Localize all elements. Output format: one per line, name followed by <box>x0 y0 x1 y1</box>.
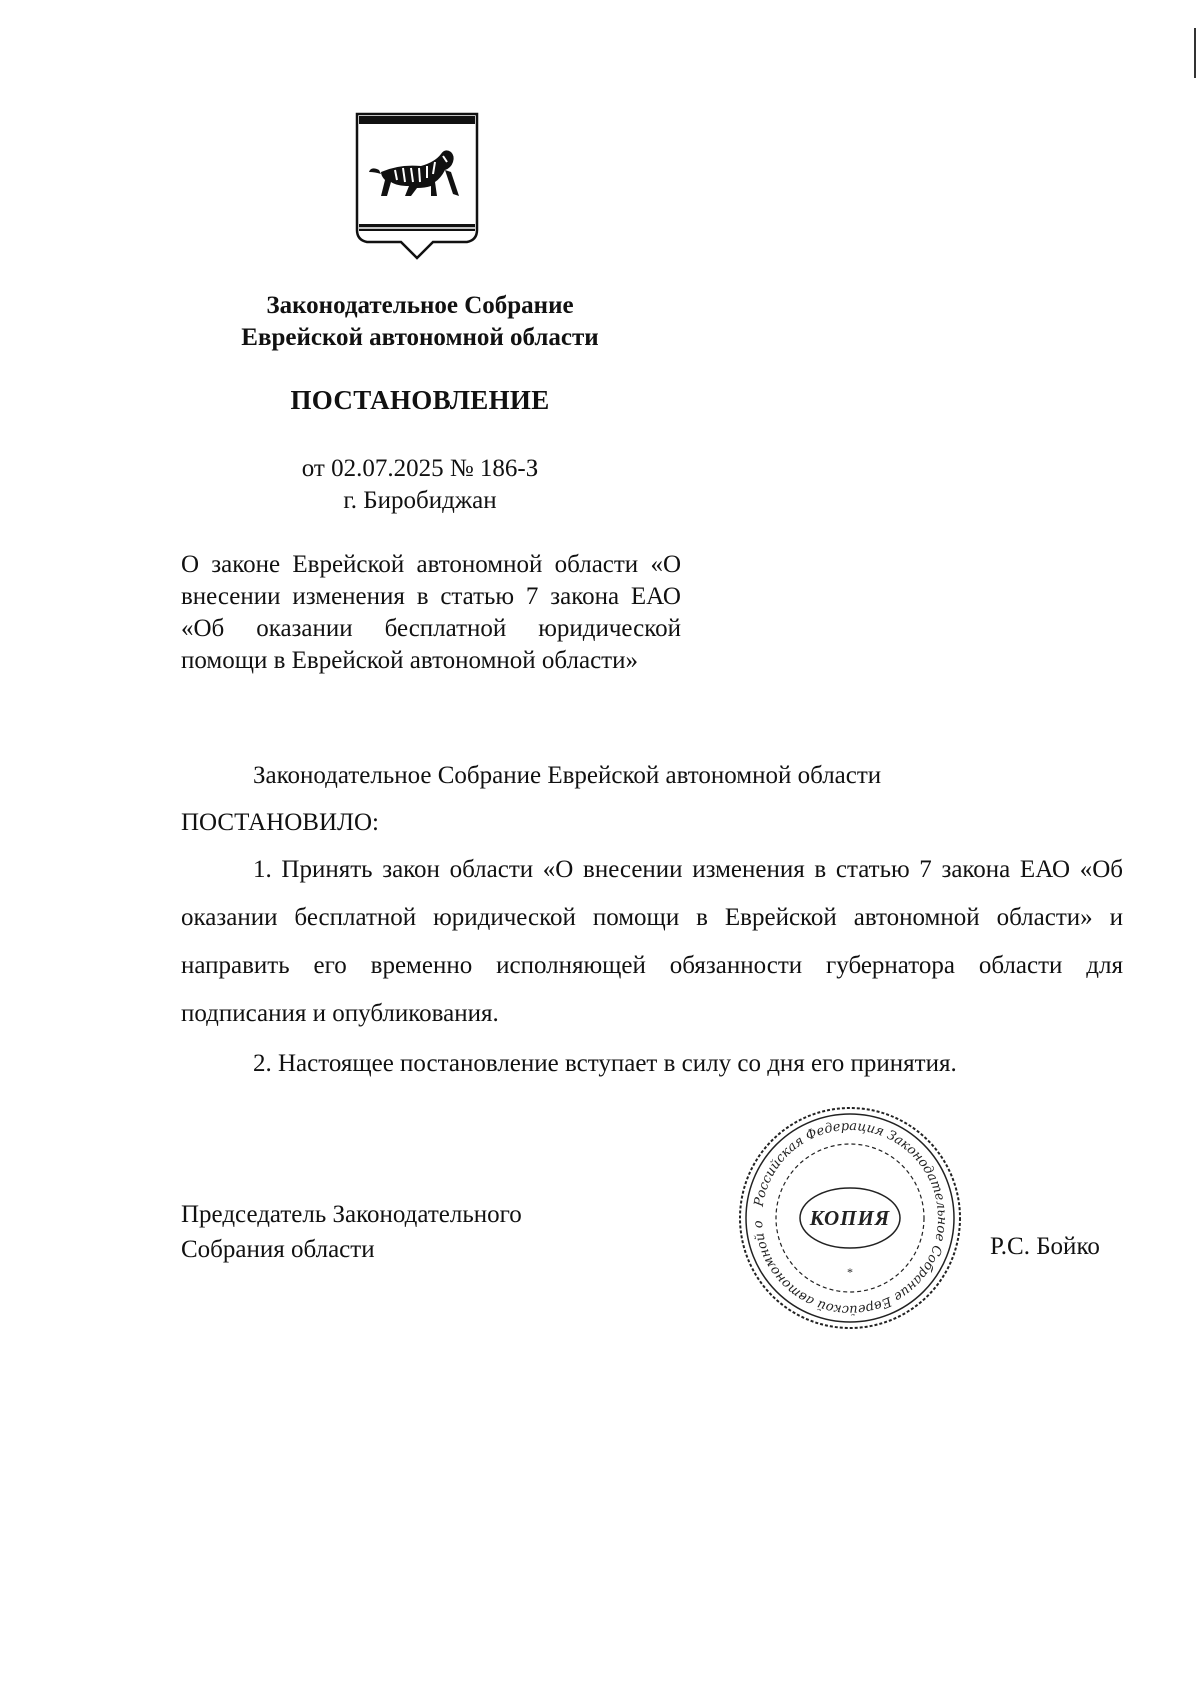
tiger-coat-of-arms-icon <box>355 112 479 262</box>
organization-line-2: Еврейской автономной области <box>241 324 599 351</box>
stamp-ring-path-text: Российская Федерация Законодательное Собрание Еврейской автономной о <box>750 1118 950 1318</box>
city: г. Биробиджан <box>343 487 497 514</box>
resolution-item-1: 1. Принять закон области «О внесении изменения в статью 7 закона ЕАО «Об оказании бесплатной юридической помощи в Еврейской автономной области» и направить его временно исполняющей обязанности губернатора области для подписания и опубликования. <box>181 856 1123 1027</box>
organization-line-1: Законодательное Собрание <box>266 292 574 319</box>
date-number: от 02.07.2025 № 186-З <box>301 455 539 482</box>
official-seal-stamp <box>737 1105 963 1331</box>
date-and-place <box>160 453 680 517</box>
document-title: ПОСТАНОВЛЕНИЕ <box>290 385 550 415</box>
body-intro: Законодательное Собрание Еврейской автономной области <box>253 762 882 789</box>
signatory-position <box>181 1197 522 1267</box>
stamp-center-text: КОПИЯ <box>809 1205 891 1230</box>
organization-name <box>160 290 680 354</box>
signatory-name: Р.С. Бойко <box>990 1233 1100 1260</box>
resolution-item-2: 2. Настоящее постановление вступает в силу со дня его принятия. <box>253 1050 957 1077</box>
signatory-position-line-1: Председатель Законодательного <box>181 1201 522 1228</box>
document-subject: О законе Еврейской автономной области «О внесении изменения в статью 7 закона ЕАО «Об оказании бесплатной юридической помощи в Еврейской автономной области» <box>181 551 681 674</box>
scan-edge-mark <box>1194 28 1196 78</box>
decided-heading: ПОСТАНОВИЛО: <box>181 809 379 836</box>
document-body <box>181 758 1123 1088</box>
signatory-position-line-2: Собрания области <box>181 1236 375 1263</box>
stamp-star-icon: * <box>847 1265 853 1279</box>
